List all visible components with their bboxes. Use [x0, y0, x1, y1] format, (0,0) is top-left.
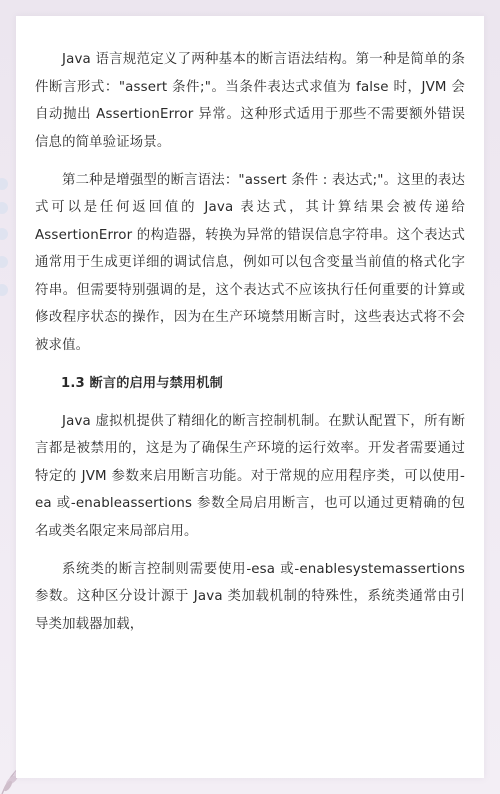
decorative-dot [0, 256, 8, 268]
decorative-dot [0, 284, 8, 296]
decorative-dot [0, 178, 8, 190]
decorative-dot [0, 228, 8, 240]
paragraph: Java 语言规范定义了两种基本的断言语法结构。第一种是简单的条件断言形式："assert 条件;"。当条件表达式求值为 false 时，JVM 会自动抛出 AssertionError 异常。这种形式适用于那些不需要额外错误信息的简单验证场景。 [35, 52, 465, 150]
paragraph: Java 虚拟机提供了精细化的断言控制机制。在默认配置下，所有断言都是被禁用的，这是为了确保生产环境的运行效率。开发者需要通过特定的 JVM 参数来启用断言功能。对于常规的应用程序类，可以使用-ea 或-enableassertions 参数全局启用断言，也可以通过更精确的包名或类名限定来局部启用。 [35, 413, 465, 539]
document-body [35, 46, 465, 649]
paragraph: 第二种是增强型的断言语法："assert 条件 : 表达式;"。这里的表达式可以是任何返回值的 Java 表达式，其计算结果会被传递给 AssertionError 的构造器，转换为异常的错误信息字符串。这个表达式通常用于生成更详细的调试信息，例如可以包含变量当前值的格式化字符串。但需要特别强调的是，这个表达式不应该执行任何重要的计算或修改程序状态的操作，因为在生产环境禁用断言时，这些表达式将不会被求值。 [35, 172, 465, 353]
section-heading: 1.3 断言的启用与禁用机制 [61, 375, 223, 391]
decorative-dot [0, 202, 8, 214]
paragraph: 系统类的断言控制则需要使用-esa 或-enablesystemassertions 参数。这种区分设计源于 Java 类加载机制的特殊性，系统类通常由引导类加载器加载， [35, 561, 465, 632]
